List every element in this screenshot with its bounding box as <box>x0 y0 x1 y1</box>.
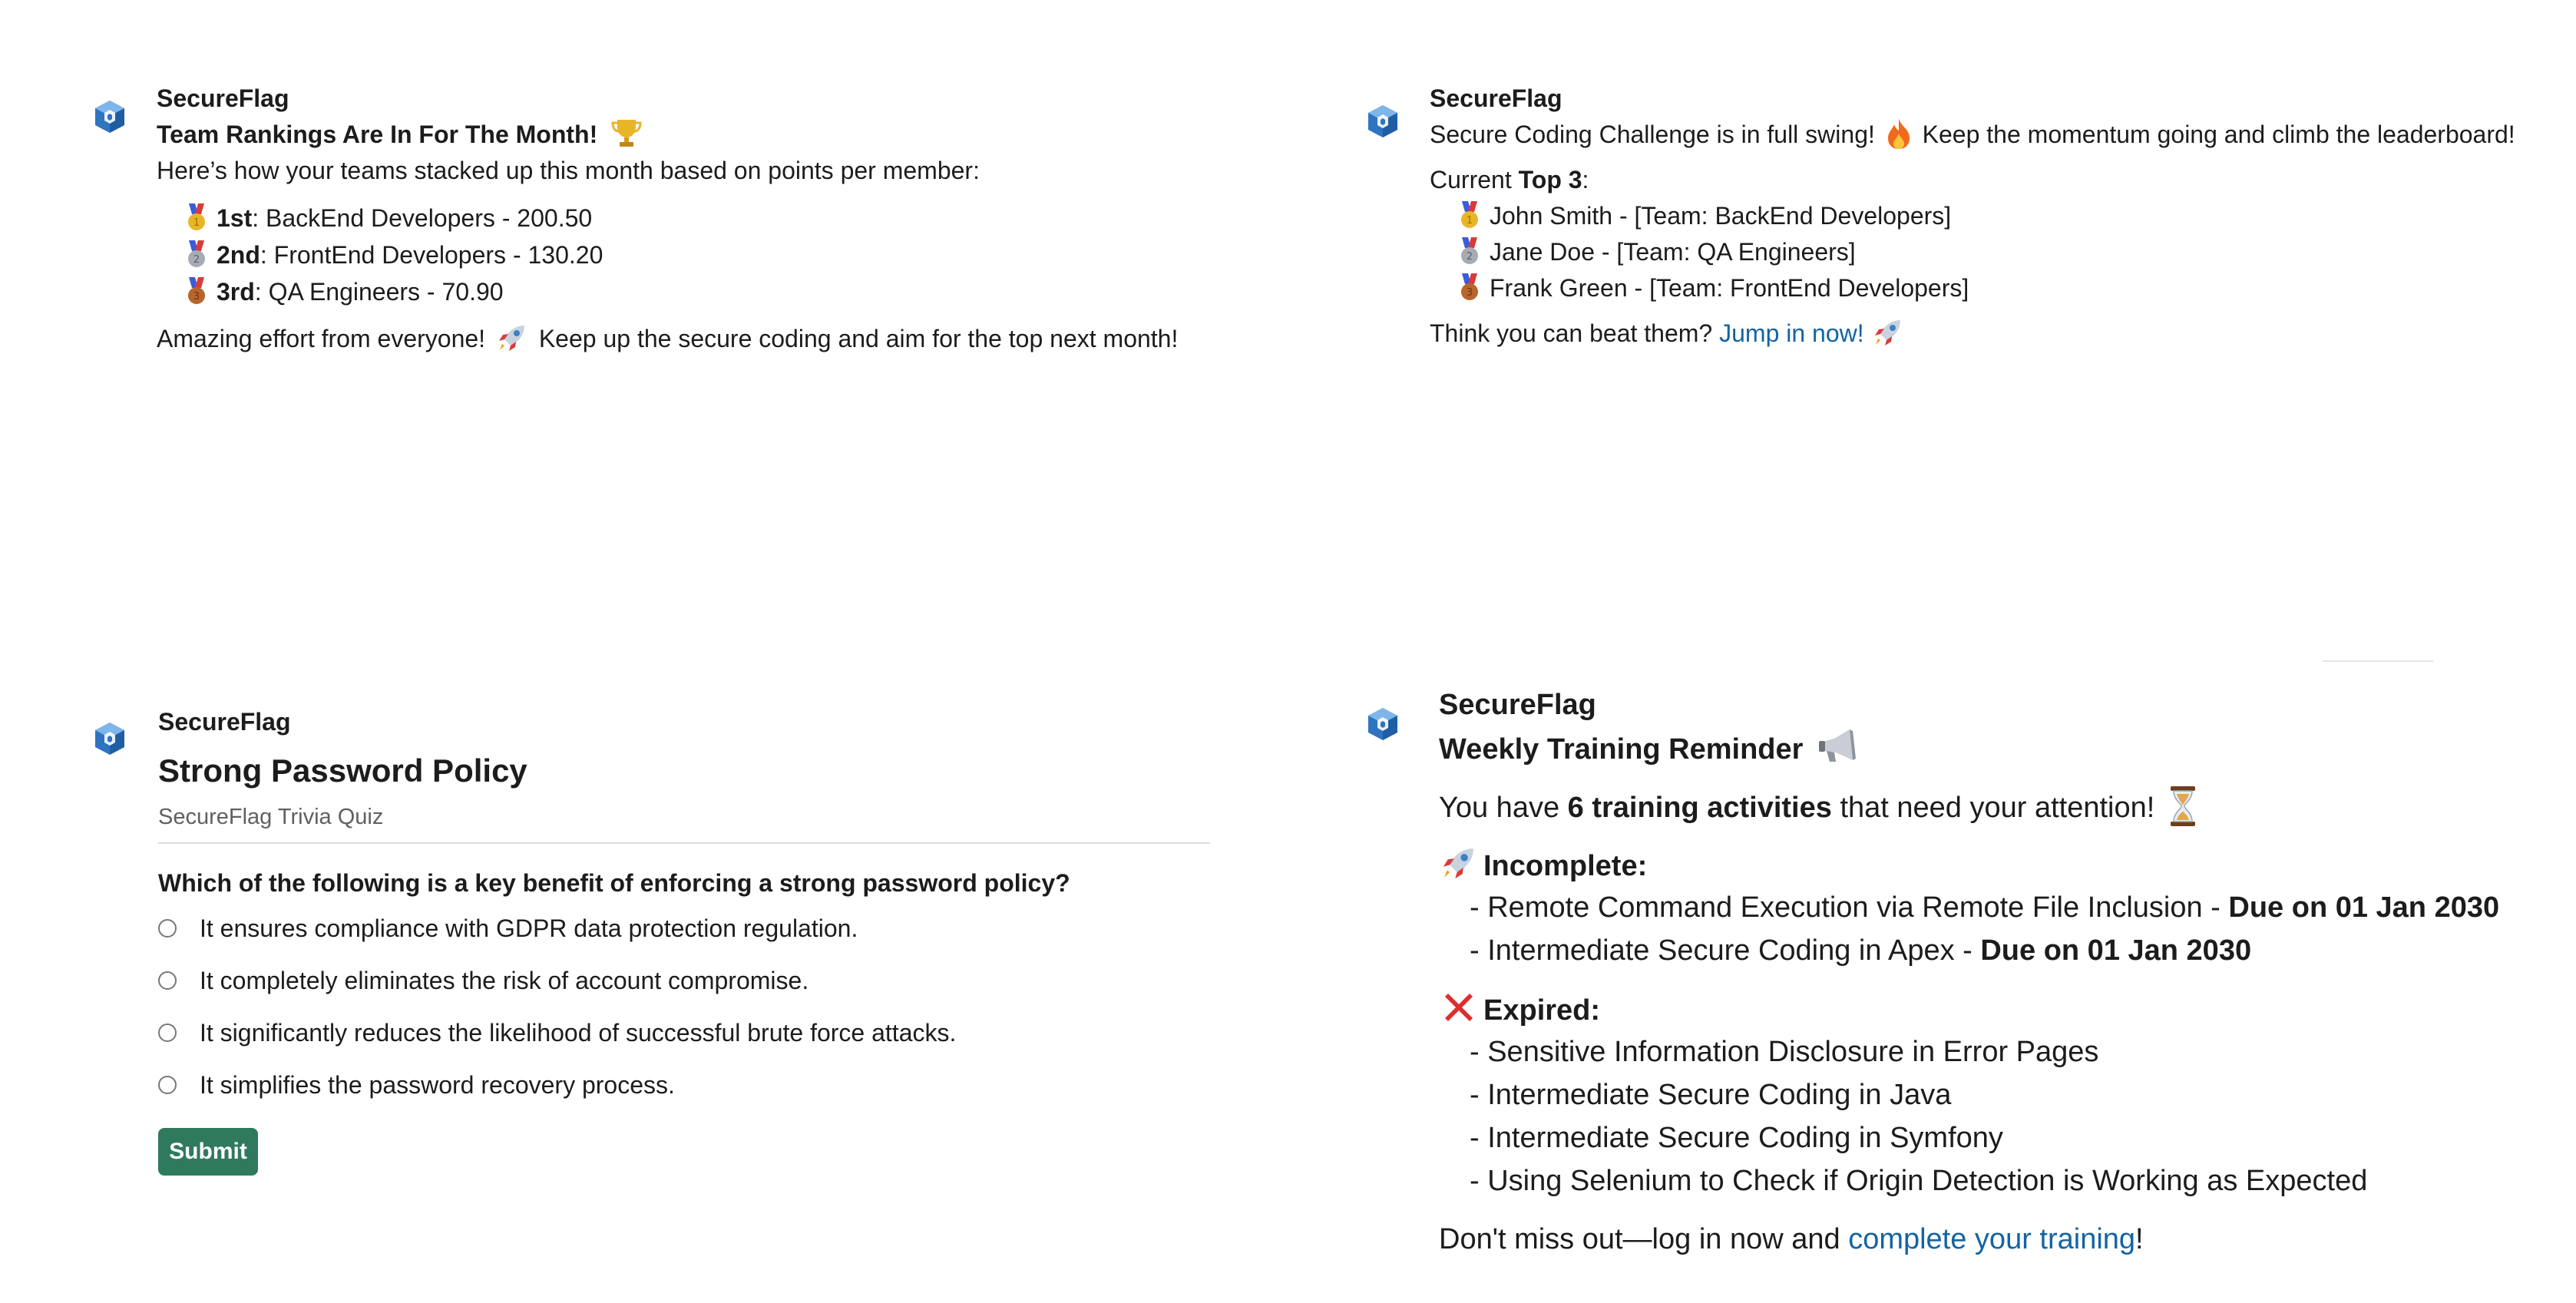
svg-text:2: 2 <box>193 254 200 266</box>
quiz-option[interactable]: It significantly reduces the likelihood of successful brute force attacks. <box>158 1007 1213 1059</box>
cross-mark-icon <box>1439 987 1479 1027</box>
bronze-medal-icon <box>1456 273 1483 301</box>
rank-text: : QA Engineers - 70.90 <box>254 278 504 306</box>
radio-button[interactable] <box>158 971 177 990</box>
top3-heading: Current Top 3: <box>1430 166 1589 193</box>
hourglass-icon <box>2168 785 2198 828</box>
list-item: - Intermediate Secure Coding in Apex - Due on 01 Jan 2030 <box>1470 934 2252 967</box>
rank-place: 1st <box>217 204 253 232</box>
leader-text: John Smith - [Team: BackEnd Developers] <box>1490 202 1952 230</box>
quiz-options <box>158 902 1213 1111</box>
list-item: - Intermediate Secure Coding in Java <box>1470 1079 1952 1111</box>
quiz-option[interactable]: It ensures compliance with GDPR data protection regulation. <box>158 902 1213 954</box>
secureflag-avatar[interactable] <box>91 98 129 136</box>
secureflag-avatar[interactable] <box>1364 705 1402 743</box>
svg-text:3: 3 <box>193 291 200 303</box>
cta-line: Think you can beat them? Jump in now! <box>1430 316 2548 352</box>
leader-text: Frank Green - [Team: FrontEnd Developers] <box>1490 274 1969 302</box>
divider <box>158 842 1210 844</box>
quiz-option[interactable]: It completely eliminates the risk of account compromise. <box>158 954 1213 1007</box>
message-title: Weekly Training Reminder <box>1439 726 2548 769</box>
sender-name[interactable]: SecureFlag <box>1430 84 1562 112</box>
leader-text: Jane Doe - [Team: QA Engineers] <box>1490 238 1856 266</box>
quiz-title: Strong Password Policy <box>158 752 527 789</box>
divider <box>2323 660 2434 662</box>
footer-text: Don't miss out—log in now and complete your training! <box>1439 1223 2144 1255</box>
svg-text:3: 3 <box>1466 287 1473 299</box>
quiz-option[interactable]: It simplifies the password recovery process. <box>158 1059 1213 1111</box>
fire-icon <box>1883 117 1914 150</box>
megaphone-icon <box>1816 726 1862 766</box>
list-item: - Using Selenium to Check if Origin Detection is Working as Expected <box>1470 1165 2368 1197</box>
rank-text: : FrontEnd Developers - 130.20 <box>260 241 603 269</box>
radio-button[interactable] <box>158 1024 177 1042</box>
intro-text: Here’s how your teams stacked up this month based on points per member: <box>157 157 980 184</box>
svg-text:1: 1 <box>193 217 200 229</box>
list-item: - Sensitive Information Disclosure in Error Pages <box>1470 1036 2099 1068</box>
gold-medal-icon <box>1456 201 1483 229</box>
title-text: Team Rankings Are In For The Month! <box>157 121 598 148</box>
secureflag-avatar[interactable] <box>91 719 129 758</box>
gold-medal-icon <box>183 203 210 231</box>
list-item: - Remote Command Execution via Remote File Inclusion - Due on 01 Jan 2030 <box>1470 891 2500 924</box>
sender-name[interactable]: SecureFlag <box>1439 689 1596 721</box>
secureflag-avatar[interactable] <box>1364 102 1402 141</box>
rank-place: 3rd <box>217 278 255 306</box>
list-item <box>157 200 1259 236</box>
silver-medal-icon <box>183 240 210 268</box>
list-item <box>1430 198 2548 234</box>
message-title <box>157 117 1259 153</box>
svg-text:2: 2 <box>1466 251 1473 263</box>
incomplete-heading: Incomplete: <box>1439 843 2548 886</box>
rocket-icon <box>1871 316 1905 349</box>
list-item <box>157 273 1259 310</box>
list-item <box>1430 270 2548 306</box>
outro-text: Amazing effort from everyone! Keep up the secure coding and aim for the top next month! <box>157 321 1259 357</box>
jump-in-link[interactable]: Jump in now! <box>1719 319 1864 347</box>
rank-place: 2nd <box>217 241 260 269</box>
svg-text:1: 1 <box>1466 215 1473 227</box>
rocket-icon <box>1439 843 1479 883</box>
quiz-question: Which of the following is a key benefit of enforcing a strong password policy? <box>158 869 1070 897</box>
submit-button[interactable]: Submit <box>158 1128 258 1176</box>
rank-text: : BackEnd Developers - 200.50 <box>252 204 593 232</box>
summary-text: You have 6 training activities that need your attention! <box>1439 785 2548 828</box>
list-item <box>1430 234 2548 270</box>
silver-medal-icon <box>1456 237 1483 265</box>
trophy-icon <box>610 117 643 149</box>
expired-heading: Expired: <box>1439 987 2548 1030</box>
list-item <box>157 236 1259 273</box>
complete-training-link[interactable]: complete your training <box>1848 1223 2136 1255</box>
sender-name[interactable]: SecureFlag <box>158 708 291 736</box>
challenge-text: Secure Coding Challenge is in full swing! Keep the momentum going and climb the leaderboard! <box>1430 117 2548 153</box>
radio-button[interactable] <box>158 919 177 938</box>
sender-name[interactable]: SecureFlag <box>157 84 289 112</box>
radio-button[interactable] <box>158 1076 177 1094</box>
quiz-subtitle: SecureFlag Trivia Quiz <box>158 805 384 829</box>
list-item: - Intermediate Secure Coding in Symfony <box>1470 1122 2003 1154</box>
bronze-medal-icon <box>183 277 210 305</box>
rocket-icon <box>495 321 529 355</box>
